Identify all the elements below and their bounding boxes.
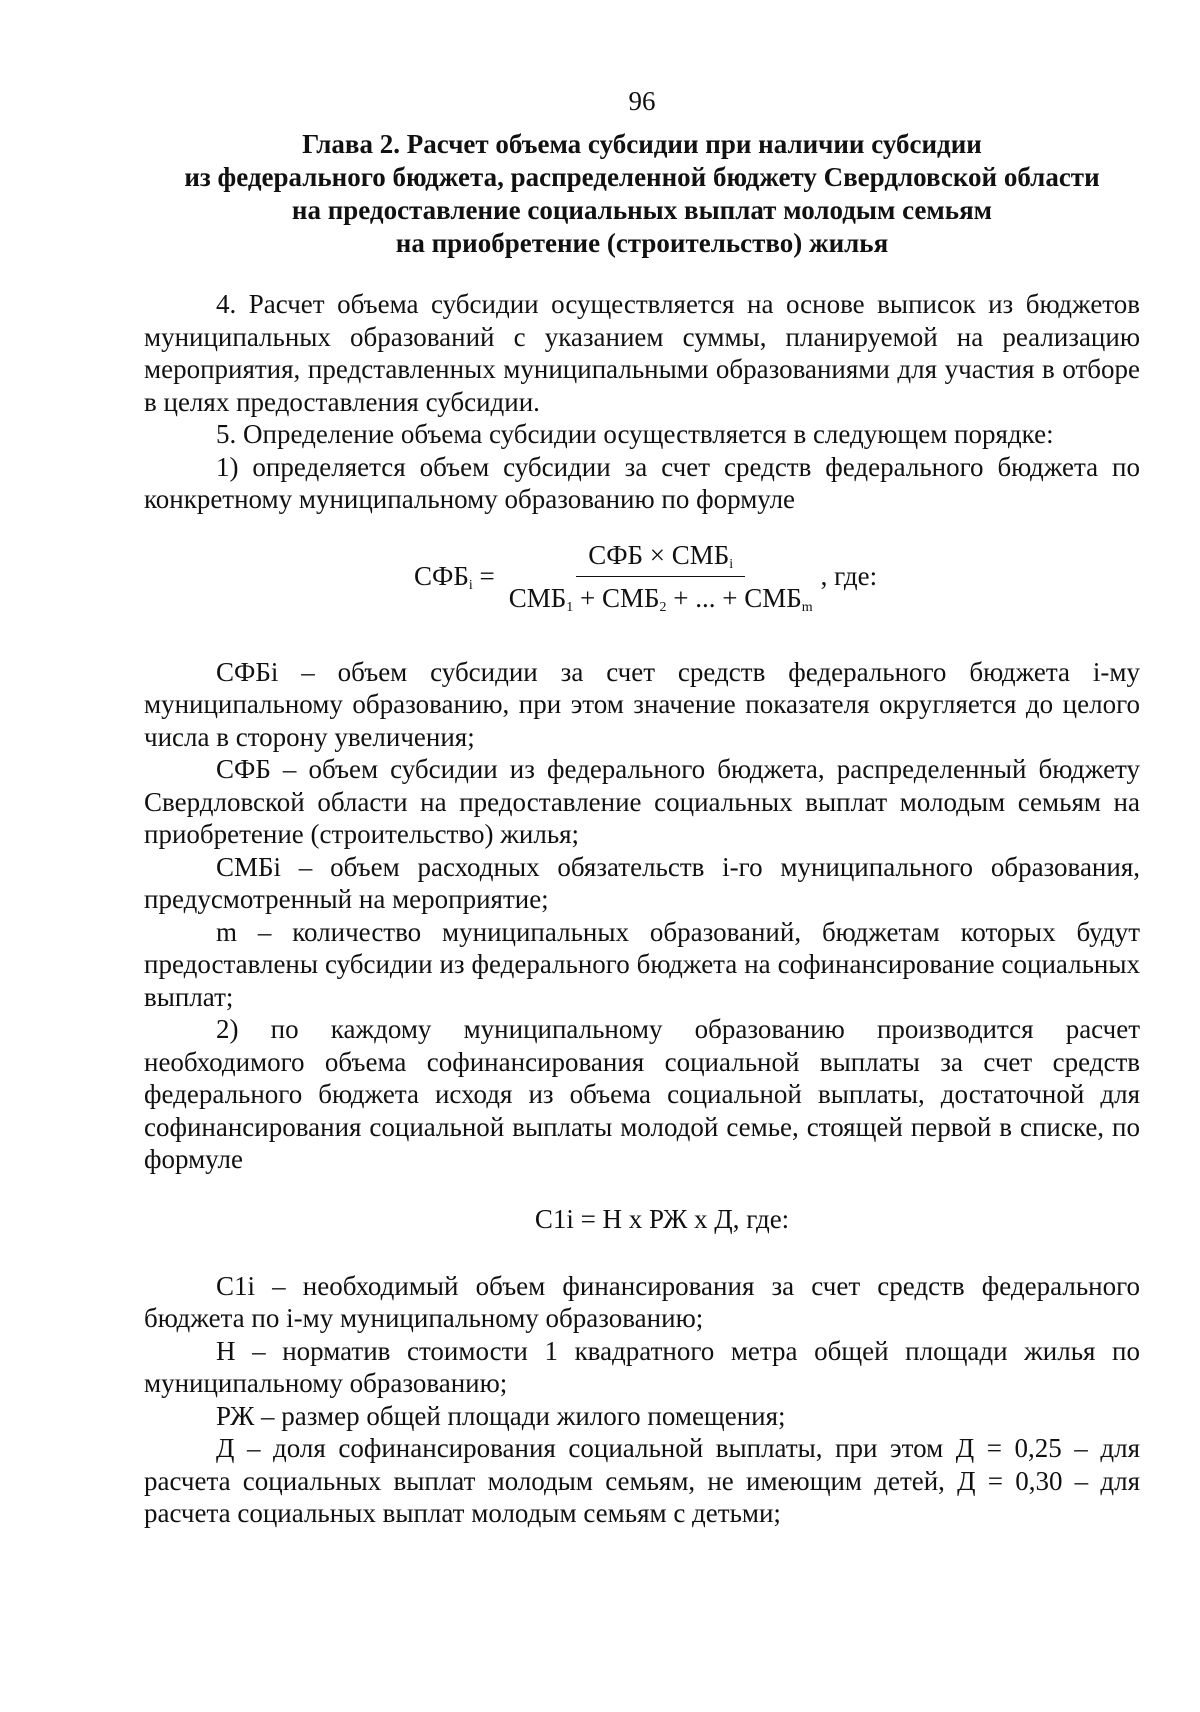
definition-rzh: РЖ – размер общей площади жилого помещения; xyxy=(216,1400,786,1431)
document-page xyxy=(144,84,1140,1530)
formula-sfb xyxy=(144,532,1140,638)
formula-c1: С1i = Н х РЖ х Д, где: xyxy=(534,1203,790,1234)
chapter-title-line-2: из федерального бюджета, распределенной бюджету Свердловской области xyxy=(184,162,1100,192)
definition-m: m – количество муниципальных образований, бюджетам которых будут предоставлены субсидии из федерального бюджета на софинансирование социальных выплат; xyxy=(144,916,1140,1012)
formula-tail: , где: xyxy=(820,560,878,591)
definition-smbi: СМБi – объем расходных обязательств i-го муниципального образования, предусмотренный на мероприятие; xyxy=(144,851,1140,914)
formula-denominator: $СМБ_1 + СМБ_2$ + ... + $СМБ_m$ xyxy=(508,582,813,615)
formula-numerator: СФБ × $СМБ_i$ xyxy=(576,536,745,577)
formula-fraction xyxy=(503,536,819,617)
formula-lhs: $СФБ_i$ = xyxy=(414,560,495,593)
chapter-title-line-3: на предоставление социальных выплат молодым семьям xyxy=(291,195,993,225)
definition-d: Д – доля софинансирования социальной выплаты, при этом Д = 0,25 – для расчета социальных выплат молодым семьям, не имеющим детей, Д = 0,30 – для расчета социальных выплат молодым семьям с детьми; xyxy=(144,1433,1140,1528)
paragraph-item-4: 4. Расчет объема субсидии осуществляется на основе выписок из бюджетов муниципальных образований с указанием суммы, планируемой на реализацию мероприятия, представленных муниципальными образованиями для участия в отборе в целях предоставления субсидии. xyxy=(144,289,1140,417)
definition-sfbi: СФБi – объем субсидии за счет средств федерального бюджета i-му муниципальному образованию, при этом значение показателя округляется до целого числа в сторону увеличения; xyxy=(144,656,1140,752)
paragraph-subitem-2: 2) по каждому муниципальному образованию производится расчет необходимого объема софинансирования социальной выплаты за счет средств федерального бюджета исходя из объема социальной выплаты, достаточной для софинансирования социальной выплаты молодой семье, стоящей первой в списке, по формуле xyxy=(144,1014,1140,1174)
page-number: 96 xyxy=(628,86,656,116)
chapter-title-line-4: на приобретение (строительство) жилья xyxy=(395,228,889,258)
paragraph-item-5: 5. Определение объема субсидии осуществляется в следующем порядке: xyxy=(216,419,1054,449)
definition-n: Н – норматив стоимости 1 квадратного метра общей площади жилья по муниципальному образованию; xyxy=(144,1335,1140,1398)
definition-sfb: СФБ – объем субсидии из федерального бюджета, распределенный бюджету Свердловской области на предоставление социальных выплат молодым семьям на приобретение (строительство) жилья; xyxy=(144,754,1140,849)
chapter-title xyxy=(144,128,1140,260)
definition-c1i: С1i – необходимый объем финансирования за счет средств федерального бюджета по i-му муниципальному образованию; xyxy=(144,1270,1140,1333)
paragraph-subitem-1: 1) определяется объем субсидии за счет средств федерального бюджета по конкретному муниципальному образованию по формуле xyxy=(144,451,1140,514)
chapter-title-line-1: Глава 2. Расчет объема субсидии при наличии субсидии xyxy=(302,129,982,159)
